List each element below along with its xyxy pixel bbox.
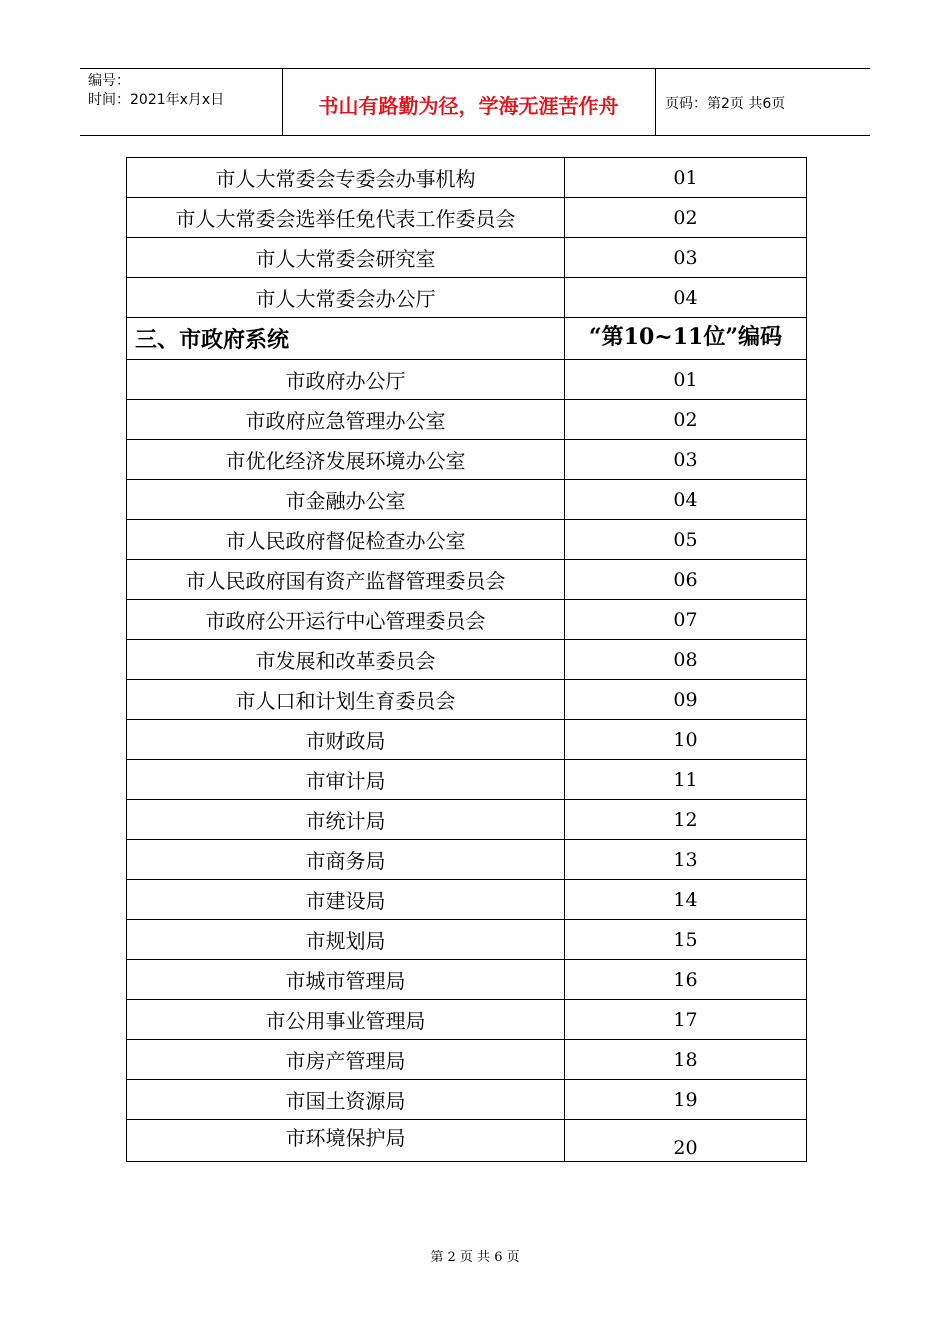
- org-name: 市城市管理局: [127, 960, 565, 1000]
- org-code: 17: [565, 1000, 807, 1040]
- org-code: 04: [565, 278, 807, 318]
- table-row: [127, 640, 807, 680]
- table-row: [127, 880, 807, 920]
- table-row: [127, 760, 807, 800]
- org-name: 市国土资源局: [127, 1080, 565, 1120]
- code-table: [126, 157, 807, 1162]
- table-row: [127, 600, 807, 640]
- org-name: 市人民政府督促检查办公室: [127, 520, 565, 560]
- org-name: 市人大常委会选举任免代表工作委员会: [127, 198, 565, 238]
- table-row: [127, 560, 807, 600]
- org-name: 市环境保护局: [127, 1120, 565, 1162]
- org-name: 市规划局: [127, 920, 565, 960]
- table-row: [127, 960, 807, 1000]
- number-label: 编号：: [88, 73, 130, 89]
- section-code-header: “第10~11位”编码: [565, 318, 807, 360]
- header-meta: [88, 72, 224, 110]
- org-code: 07: [565, 600, 807, 640]
- table-row: [127, 1040, 807, 1080]
- header-divider: [655, 68, 656, 135]
- org-name: 市建设局: [127, 880, 565, 920]
- section-title: 三、市政府系统: [127, 318, 565, 360]
- table-row: [127, 480, 807, 520]
- org-name: 市人大常委会办公厅: [127, 278, 565, 318]
- org-code: 06: [565, 560, 807, 600]
- table-row: [127, 198, 807, 238]
- org-name: 市人民政府国有资产监督管理委员会: [127, 560, 565, 600]
- org-name: 市政府办公厅: [127, 360, 565, 400]
- table-row: [127, 238, 807, 278]
- table-row: [127, 400, 807, 440]
- time-label: 时间：2021年x月x日: [88, 92, 225, 108]
- org-code: 14: [565, 880, 807, 920]
- header-motto: 书山有路勤为径，学海无涯苦作舟: [318, 94, 619, 118]
- org-code: 01: [565, 158, 807, 198]
- table-row: [127, 920, 807, 960]
- table-row: [127, 680, 807, 720]
- org-code: 16: [565, 960, 807, 1000]
- table-row: [127, 1120, 807, 1162]
- org-code: 15: [565, 920, 807, 960]
- org-code: 20: [565, 1120, 807, 1162]
- org-name: 市政府公开运行中心管理委员会: [127, 600, 565, 640]
- org-name: 市房产管理局: [127, 1040, 565, 1080]
- org-code: 12: [565, 800, 807, 840]
- org-code: 03: [565, 440, 807, 480]
- org-name: 市商务局: [127, 840, 565, 880]
- table-row: [127, 278, 807, 318]
- org-code: 02: [565, 400, 807, 440]
- org-code: 02: [565, 198, 807, 238]
- header-bottom-rule: [80, 135, 870, 136]
- table-row: [127, 720, 807, 760]
- org-code: 11: [565, 760, 807, 800]
- org-code: 04: [565, 480, 807, 520]
- org-name: 市政府应急管理办公室: [127, 400, 565, 440]
- page-footer: 第 2 页 共 6 页: [430, 1250, 520, 1265]
- org-code: 18: [565, 1040, 807, 1080]
- table-row: [127, 440, 807, 480]
- section-header-row: [127, 318, 807, 360]
- table-row: [127, 360, 807, 400]
- org-code: 03: [565, 238, 807, 278]
- org-name: 市发展和改革委员会: [127, 640, 565, 680]
- org-name: 市审计局: [127, 760, 565, 800]
- org-name: 市优化经济发展环境办公室: [127, 440, 565, 480]
- header-top-rule: [80, 68, 870, 69]
- table-row: [127, 158, 807, 198]
- org-name: 市统计局: [127, 800, 565, 840]
- page-number-label: 页码：第2页 共6页: [665, 96, 786, 112]
- org-name: 市人口和计划生育委员会: [127, 680, 565, 720]
- org-name: 市人大常委会研究室: [127, 238, 565, 278]
- table-row: [127, 1000, 807, 1040]
- org-code: 10: [565, 720, 807, 760]
- table-row: [127, 800, 807, 840]
- table-row: [127, 1080, 807, 1120]
- org-code: 13: [565, 840, 807, 880]
- org-name: 市公用事业管理局: [127, 1000, 565, 1040]
- org-code: 08: [565, 640, 807, 680]
- org-code: 05: [565, 520, 807, 560]
- org-name: 市金融办公室: [127, 480, 565, 520]
- org-name: 市人大常委会专委会办事机构: [127, 158, 565, 198]
- table-row: [127, 520, 807, 560]
- org-code: 01: [565, 360, 807, 400]
- org-name: 市财政局: [127, 720, 565, 760]
- org-code: 09: [565, 680, 807, 720]
- org-code: 19: [565, 1080, 807, 1120]
- table-row: [127, 840, 807, 880]
